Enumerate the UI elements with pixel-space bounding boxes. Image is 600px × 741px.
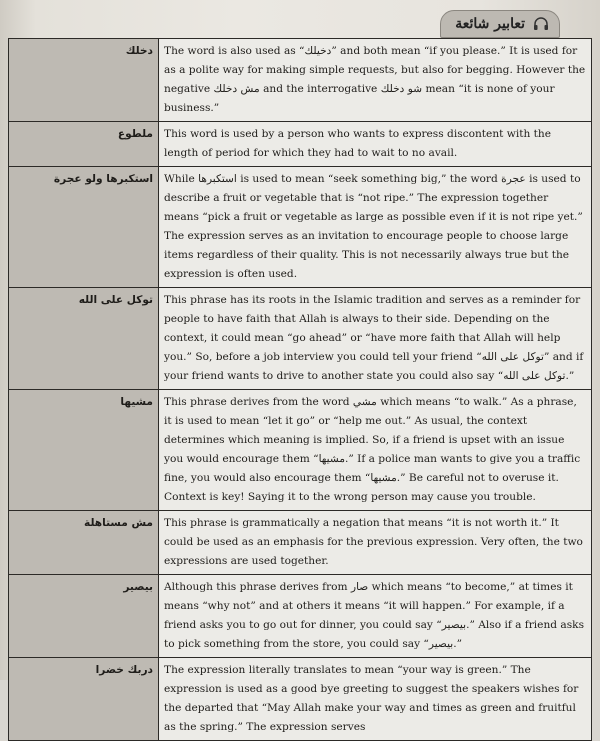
expression-description: This phrase has its roots in the Islamic tradition and serves as a reminder for people to have faith that Allah is always to their side. Depending on the context, it could mean “go ahead” or “have more faith that Allah will help you.” So, before a job interview you could tell your friend “توكل على الله” and if your friend wants to drive to another state you could also say “توكل على الله.”: [159, 288, 592, 390]
expression-term: بيصير: [9, 575, 159, 658]
table-row: [9, 39, 592, 122]
expression-description: This phrase derives from the word مشي which means “to walk.” As a phrase, it is used to mean “let it go” or “help me out.” As usual, the context determines which meaning is implied. So, if a friend is upset with an issue you would encourage them “مشيها.” If a police man wants to give you a traffic fine, you would also encourage them “مشيها.” Be careful not to overuse it. Context is key! Saying it to the wrong person may cause you trouble.: [159, 390, 592, 511]
expression-term: توكل على الله: [9, 288, 159, 390]
section-title: تعابير شائعة: [455, 16, 525, 32]
expression-description: This word is used by a person who wants to express discontent with the length of period for which they had to wait to no avail.: [159, 122, 592, 167]
expression-term: مشيها: [9, 390, 159, 511]
table-row: [9, 390, 592, 511]
table-row: [9, 511, 592, 575]
expression-description: Although this phrase derives from صار which means “to become,” at times it means “why not” and at others it means “it will happen.” For example, if a friend asks you to go out for dinner, you could say “بيصير.” Also if a friend asks to pick something from the store, you could say “بيصير.”: [159, 575, 592, 658]
table-row: [9, 658, 592, 741]
expression-description: The expression literally translates to mean “your way is green.” The expression is used as a good bye greeting to suggest the speakers wishes for the departed that “May Allah make your way and times as green and fruitful as the spring.” The expression serves: [159, 658, 592, 741]
expression-term: دخلك: [9, 39, 159, 122]
section-header-tab: [440, 10, 560, 38]
expressions-table: [8, 38, 592, 741]
expression-term: استكبرها ولو عجرة: [9, 167, 159, 288]
table-row: [9, 122, 592, 167]
table-row: [9, 575, 592, 658]
expression-description: While استكبرها is used to mean “seek something big,” the word عجرة is used to describe a fruit or vegetable that is “not ripe.” The expression together means “pick a fruit or vegetable as large as possible even if it is not ripe yet.” The expression serves as an invitation to encourage people to choose large items regardless of their quality. This is not necessarily always true but the expression is often used.: [159, 167, 592, 288]
table-row: [9, 167, 592, 288]
headphones-icon: [533, 16, 549, 32]
expression-term: ملطوع: [9, 122, 159, 167]
table-row: [9, 288, 592, 390]
expression-description: This phrase is grammatically a negation that means “it is not worth it.” It could be used as an emphasis for the previous expression. Very often, the two expressions are used together.: [159, 511, 592, 575]
expression-term: مش مستاهلة: [9, 511, 159, 575]
expression-term: دربك خضرا: [9, 658, 159, 741]
expression-description: The word is also used as “دخيلك” and both mean “if you please.” It is used for as a polite way for making simple requests, but also for begging. However the negative مش دخلك and the interrogative شو دخلك mean “it is none of your business.”: [159, 39, 592, 122]
